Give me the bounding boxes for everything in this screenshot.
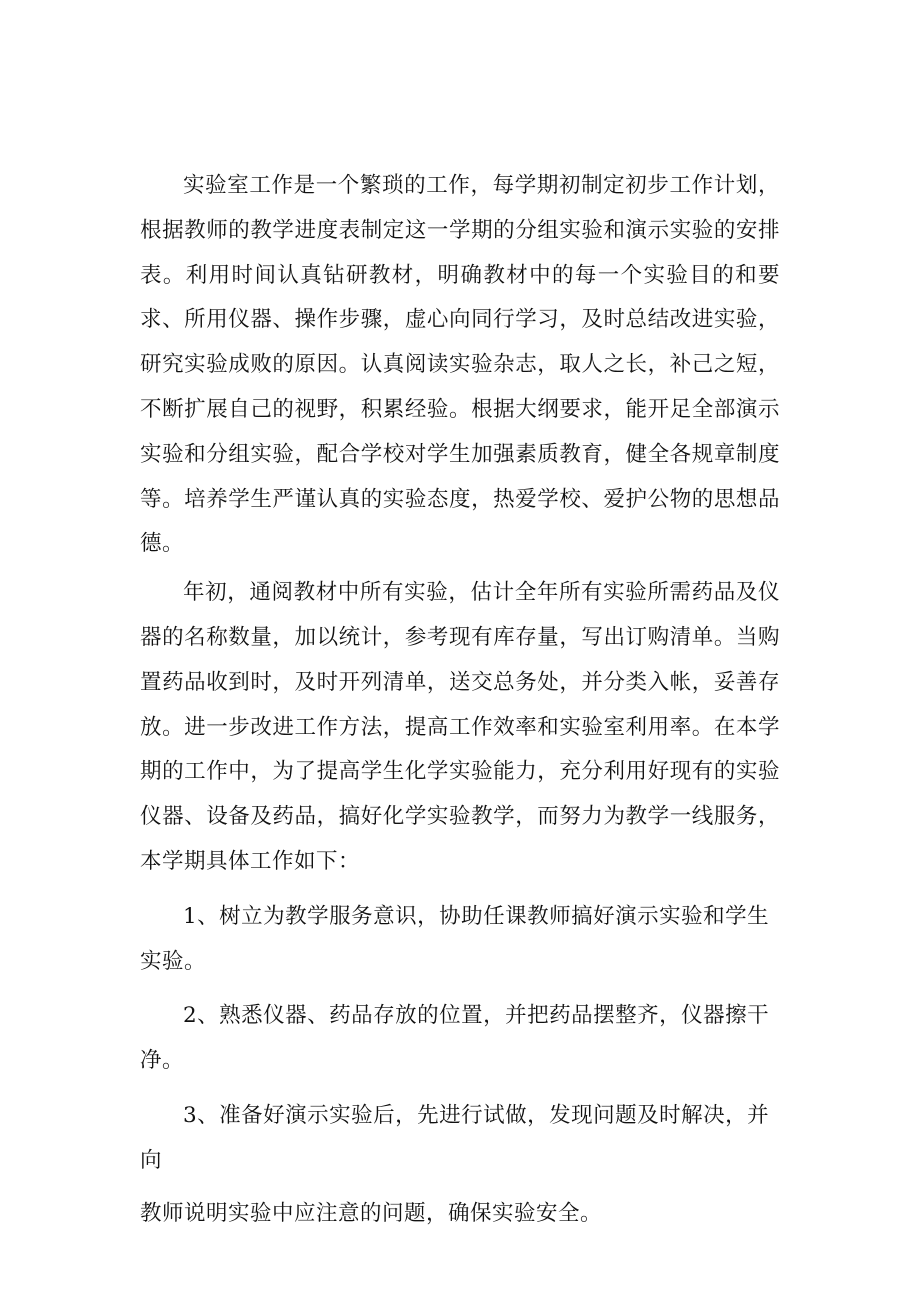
list-item-2: 2、熟悉仪器、药品存放的位置，并把药品摆整齐，仪器擦干净。 (140, 1003, 770, 1074)
list-item-3-continuation: 教师说明实验中应注意的问题，确保实验安全。 (140, 1200, 603, 1226)
paragraph-annual-plan: 年初，通阅教材中所有实验，估计全年所有实验所需药品及仪器的名称数量，加以统计，参考现有库存量，写出订购清单。当购置药品收到时，及时开列清单，送交总务处，并分类入帐，妥善存放。进一步改进工作方法，提高工作效率和实验室利用率。在本学期的工作中，为了提高学生化学实验能力，充分利用好现有的实验仪器、设备及药品，搞好化学实验教学，而努力为教学一线服务，本学期具体工作如下： (140, 580, 780, 874)
list-item-1: 1、树立为教学服务意识，协助任课教师搞好演示实验和学生实验。 (140, 903, 770, 974)
document-body (140, 164, 780, 1236)
paragraph-intro: 实验室工作是一个繁琐的工作，每学期初制定初步工作计划，根据教师的教学进度表制定这一学期的分组实验和演示实验的安排表。利用时间认真钻研教材，明确教材中的每一个实验目的和要求、所用仪器、操作步骤，虚心向同行学习，及时总结改进实验，研究实验成败的原因。认真阅读实验杂志，取人之长，补己之短，不断扩展自己的视野，积累经验。根据大纲要求，能开足全部演示实验和分组实验，配合学校对学生加强素质教育，健全各规章制度等。培养学生严谨认真的实验态度，热爱学校、爱护公物的思想品德。 (140, 173, 780, 557)
list-item-3: 3、准备好演示实验后，先进行试做，发现问题及时解决，并向 (140, 1102, 770, 1173)
